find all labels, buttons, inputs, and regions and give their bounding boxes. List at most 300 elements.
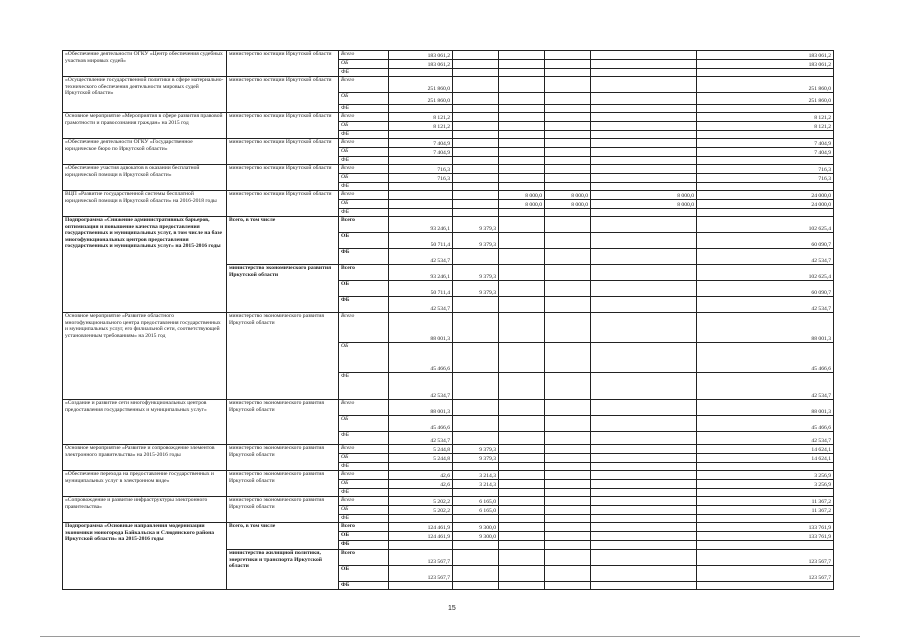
table-row: [63, 471, 834, 480]
year-value-cell: [499, 566, 545, 582]
year-value-cell: 45 466,6: [389, 343, 453, 373]
funding-source-cell: Всего: [339, 497, 389, 506]
program-name-cell: «Обеспечение участия адвокатов в оказании бесплатной юридической помощи в Иркутской области»: [63, 165, 227, 191]
year-value-cell: 8 000,0: [591, 191, 697, 200]
year-value-cell: [591, 122, 697, 131]
total-value-cell: 7 404,9: [697, 148, 834, 157]
year-value-cell: [591, 297, 697, 313]
year-value-cell: [545, 165, 591, 174]
year-value-cell: [499, 489, 545, 497]
year-value-cell: [545, 463, 591, 471]
year-value-cell: [591, 183, 697, 191]
year-value-cell: [591, 69, 697, 77]
total-value-cell: 133 761,9: [697, 523, 834, 532]
year-value-cell: [545, 550, 591, 566]
year-value-cell: [545, 209, 591, 217]
year-value-cell: 9 379,3: [453, 445, 499, 454]
year-value-cell: [545, 454, 591, 463]
executor-cell: министерство экономического развития Иркутской области: [227, 445, 339, 471]
year-value-cell: [499, 343, 545, 373]
year-value-cell: [545, 183, 591, 191]
year-value-cell: [591, 105, 697, 113]
year-value-cell: [545, 281, 591, 297]
program-name-cell: «Создание и развитие сети многофункциональных центров предоставления государственных и муниципальных услуг»: [63, 400, 227, 445]
total-value-cell: [697, 157, 834, 165]
total-value-cell: 8 121,2: [697, 122, 834, 131]
executor-cell: министерство юстиции Иркутской области: [227, 165, 339, 191]
total-value-cell: [697, 463, 834, 471]
year-value-cell: 5 244,8: [389, 454, 453, 463]
year-value-cell: [453, 515, 499, 523]
year-value-cell: [499, 157, 545, 165]
funding-source-cell: ФБ: [339, 249, 389, 265]
funding-source-cell: ФБ: [339, 463, 389, 471]
funding-source-cell: ФБ: [339, 373, 389, 400]
funding-source-cell: Всего: [339, 77, 389, 93]
year-value-cell: [453, 139, 499, 148]
year-value-cell: [389, 489, 453, 497]
program-name-cell: Основное мероприятие «Развитие и сопровождение элементов электронного правительства» на 2015-2016 годы: [63, 445, 227, 471]
total-value-cell: [697, 131, 834, 139]
year-value-cell: [591, 249, 697, 265]
program-name-cell: «Обеспечение перехода на предоставление государственных и муниципальных услуг в электронном виде»: [63, 471, 227, 497]
funding-source-cell: ФБ: [339, 183, 389, 191]
year-value-cell: [499, 497, 545, 506]
executor-cell: министерство экономического развития Иркутской области: [227, 400, 339, 445]
year-value-cell: [545, 148, 591, 157]
funding-source-cell: Всего: [339, 113, 389, 122]
year-value-cell: [591, 148, 697, 157]
total-value-cell: 88 001,3: [697, 400, 834, 416]
year-value-cell: [545, 480, 591, 489]
executor-cell: министерство экономического развития Иркутской области: [227, 265, 339, 313]
executor-cell: министерство жилищной политики, энергетики и транспорта Иркутской области: [227, 550, 339, 590]
executor-cell: министерство экономического развития Иркутской области: [227, 313, 339, 400]
total-value-cell: 251 860,0: [697, 93, 834, 105]
year-value-cell: 9 379,3: [453, 281, 499, 297]
year-value-cell: [453, 105, 499, 113]
table-row: [63, 445, 834, 454]
year-value-cell: 9 379,3: [453, 233, 499, 249]
executor-cell: министерство юстиции Иркутской области: [227, 51, 339, 77]
year-value-cell: [453, 183, 499, 191]
funding-source-cell: Всего: [339, 165, 389, 174]
year-value-cell: [499, 582, 545, 590]
year-value-cell: [389, 200, 453, 209]
program-name-cell: «Обеспечение деятельности ОГКУ «Государственное юридическое бюро по Иркутской области»: [63, 139, 227, 165]
funding-source-cell: ОБ: [339, 174, 389, 183]
year-value-cell: [591, 113, 697, 122]
total-value-cell: 11 367,2: [697, 497, 834, 506]
year-value-cell: 8 000,0: [591, 200, 697, 209]
budget-table: [62, 50, 834, 590]
year-value-cell: [453, 550, 499, 566]
funding-source-cell: ОБ: [339, 506, 389, 515]
table-row: [63, 217, 834, 233]
year-value-cell: 3 214,3: [453, 480, 499, 489]
table-row: [63, 165, 834, 174]
year-value-cell: [545, 93, 591, 105]
year-value-cell: [453, 122, 499, 131]
year-value-cell: [545, 416, 591, 432]
year-value-cell: [591, 233, 697, 249]
funding-source-cell: ФБ: [339, 157, 389, 165]
year-value-cell: [499, 281, 545, 297]
year-value-cell: [545, 157, 591, 165]
year-value-cell: [499, 209, 545, 217]
total-value-cell: [697, 489, 834, 497]
year-value-cell: [499, 139, 545, 148]
year-value-cell: [453, 400, 499, 416]
year-value-cell: [453, 416, 499, 432]
year-value-cell: [591, 566, 697, 582]
year-value-cell: [453, 69, 499, 77]
table-row: [63, 77, 834, 93]
year-value-cell: 716,3: [389, 165, 453, 174]
year-value-cell: 88 001,3: [389, 313, 453, 343]
year-value-cell: [545, 343, 591, 373]
year-value-cell: 7 404,9: [389, 148, 453, 157]
year-value-cell: [499, 233, 545, 249]
total-value-cell: 102 625,4: [697, 217, 834, 233]
year-value-cell: [499, 454, 545, 463]
year-value-cell: [591, 463, 697, 471]
year-value-cell: [591, 60, 697, 69]
year-value-cell: 123 567,7: [389, 550, 453, 566]
year-value-cell: [545, 174, 591, 183]
total-value-cell: 42 534,7: [697, 373, 834, 400]
total-value-cell: 42 534,7: [697, 432, 834, 445]
executor-cell: министерство юстиции Иркутской области: [227, 77, 339, 113]
total-value-cell: 11 367,2: [697, 506, 834, 515]
year-value-cell: [453, 489, 499, 497]
year-value-cell: [389, 157, 453, 165]
total-value-cell: 123 567,7: [697, 550, 834, 566]
year-value-cell: 7 404,9: [389, 139, 453, 148]
year-value-cell: 50 711,4: [389, 233, 453, 249]
year-value-cell: [591, 445, 697, 454]
year-value-cell: 9 300,0: [453, 523, 499, 532]
funding-source-cell: Всего: [339, 313, 389, 343]
year-value-cell: [545, 113, 591, 122]
year-value-cell: [499, 506, 545, 515]
funding-source-cell: ФБ: [339, 515, 389, 523]
year-value-cell: [591, 532, 697, 541]
total-value-cell: 60 090,7: [697, 233, 834, 249]
year-value-cell: [545, 217, 591, 233]
program-name-cell: ВЦП «Развитие государственной системы бесплатной юридической помощи в Иркутской области» на 2016-2018 годы: [63, 191, 227, 217]
funding-source-cell: ФБ: [339, 69, 389, 77]
total-value-cell: [697, 541, 834, 550]
total-value-cell: 24 000,0: [697, 200, 834, 209]
year-value-cell: 42 534,7: [389, 432, 453, 445]
year-value-cell: [591, 343, 697, 373]
year-value-cell: [453, 541, 499, 550]
year-value-cell: [499, 51, 545, 60]
year-value-cell: [591, 174, 697, 183]
year-value-cell: [591, 281, 697, 297]
funding-source-cell: ОБ: [339, 454, 389, 463]
year-value-cell: 8 000,0: [545, 191, 591, 200]
funding-source-cell: ОБ: [339, 480, 389, 489]
year-value-cell: [389, 463, 453, 471]
year-value-cell: [591, 313, 697, 343]
year-value-cell: [453, 200, 499, 209]
year-value-cell: [499, 77, 545, 93]
year-value-cell: [545, 432, 591, 445]
year-value-cell: [453, 165, 499, 174]
total-value-cell: 45 466,6: [697, 416, 834, 432]
executor-cell: министерство экономического развития Иркутской области: [227, 471, 339, 497]
year-value-cell: [591, 131, 697, 139]
year-value-cell: [389, 191, 453, 200]
year-value-cell: 8 000,0: [545, 200, 591, 209]
year-value-cell: 9 379,3: [453, 217, 499, 233]
total-value-cell: 88 001,3: [697, 313, 834, 343]
table-row: [63, 51, 834, 60]
total-value-cell: 60 090,7: [697, 281, 834, 297]
year-value-cell: [389, 105, 453, 113]
year-value-cell: 183 061,2: [389, 51, 453, 60]
year-value-cell: [545, 523, 591, 532]
year-value-cell: 8 121,2: [389, 113, 453, 122]
funding-source-cell: Всего: [339, 139, 389, 148]
program-name-cell: Основное мероприятие «Мероприятия в сфере развития правовой грамотности и правосознания граждан» на 2015 год: [63, 113, 227, 139]
year-value-cell: [453, 313, 499, 343]
year-value-cell: 123 567,7: [389, 566, 453, 582]
funding-source-cell: Всего: [339, 217, 389, 233]
year-value-cell: [591, 489, 697, 497]
year-value-cell: [591, 550, 697, 566]
year-value-cell: [389, 541, 453, 550]
year-value-cell: [499, 165, 545, 174]
year-value-cell: [545, 69, 591, 77]
program-name-cell: Подпрограмма «Основные направления модернизации экономики моногорода Байкальска и Слюдянского района Иркутской области» на 2015-2016 годы: [63, 523, 227, 590]
total-value-cell: 3 256,9: [697, 471, 834, 480]
year-value-cell: [545, 131, 591, 139]
year-value-cell: [499, 541, 545, 550]
year-value-cell: 8 000,0: [499, 200, 545, 209]
year-value-cell: [499, 174, 545, 183]
executor-cell: министерство экономического развития Иркутской области: [227, 497, 339, 523]
year-value-cell: 5 244,8: [389, 445, 453, 454]
year-value-cell: [545, 233, 591, 249]
year-value-cell: [453, 51, 499, 60]
year-value-cell: 5 202,2: [389, 497, 453, 506]
year-value-cell: 8 121,2: [389, 122, 453, 131]
year-value-cell: [499, 105, 545, 113]
year-value-cell: 8 000,0: [499, 191, 545, 200]
year-value-cell: [389, 582, 453, 590]
year-value-cell: [591, 582, 697, 590]
year-value-cell: [591, 209, 697, 217]
year-value-cell: [545, 506, 591, 515]
total-value-cell: 251 860,0: [697, 77, 834, 93]
year-value-cell: [545, 582, 591, 590]
total-value-cell: 24 000,0: [697, 191, 834, 200]
executor-cell: министерство юстиции Иркутской области: [227, 113, 339, 139]
funding-source-cell: ФБ: [339, 541, 389, 550]
year-value-cell: [499, 416, 545, 432]
year-value-cell: [389, 209, 453, 217]
year-value-cell: [453, 113, 499, 122]
year-value-cell: [499, 480, 545, 489]
total-value-cell: 14 624,1: [697, 454, 834, 463]
funding-source-cell: Всего: [339, 523, 389, 532]
year-value-cell: [591, 432, 697, 445]
year-value-cell: [545, 105, 591, 113]
funding-source-cell: ФБ: [339, 209, 389, 217]
year-value-cell: [591, 139, 697, 148]
funding-source-cell: ФБ: [339, 297, 389, 313]
table-row: [63, 113, 834, 122]
year-value-cell: [499, 373, 545, 400]
year-value-cell: [545, 489, 591, 497]
funding-source-cell: ОБ: [339, 281, 389, 297]
year-value-cell: [591, 373, 697, 400]
table-row: [63, 400, 834, 416]
total-value-cell: 123 567,7: [697, 566, 834, 582]
year-value-cell: [499, 131, 545, 139]
total-value-cell: 716,3: [697, 174, 834, 183]
year-value-cell: [499, 297, 545, 313]
table-row: [63, 497, 834, 506]
year-value-cell: [591, 523, 697, 532]
year-value-cell: 251 860,0: [389, 93, 453, 105]
year-value-cell: [591, 217, 697, 233]
year-value-cell: [453, 77, 499, 93]
year-value-cell: [499, 532, 545, 541]
year-value-cell: [499, 93, 545, 105]
year-value-cell: 6 165,0: [453, 497, 499, 506]
year-value-cell: [591, 454, 697, 463]
year-value-cell: [453, 249, 499, 265]
year-value-cell: 716,3: [389, 174, 453, 183]
executor-cell: Всего, в том числе: [227, 217, 339, 265]
year-value-cell: [545, 297, 591, 313]
year-value-cell: 183 061,2: [389, 60, 453, 69]
page-number: 15: [448, 605, 456, 612]
table-row: [63, 139, 834, 148]
executor-cell: министерство юстиции Иркутской области: [227, 139, 339, 165]
year-value-cell: [545, 373, 591, 400]
funding-source-cell: ОБ: [339, 148, 389, 157]
year-value-cell: [453, 566, 499, 582]
year-value-cell: 42 534,7: [389, 373, 453, 400]
total-value-cell: 716,3: [697, 165, 834, 174]
year-value-cell: [499, 249, 545, 265]
year-value-cell: [499, 471, 545, 480]
funding-source-cell: Всего: [339, 445, 389, 454]
year-value-cell: [453, 131, 499, 139]
year-value-cell: 50 711,4: [389, 281, 453, 297]
year-value-cell: 88 001,3: [389, 400, 453, 416]
year-value-cell: [453, 297, 499, 313]
year-value-cell: [591, 265, 697, 281]
table-row: [63, 523, 834, 532]
funding-source-cell: ФБ: [339, 105, 389, 113]
total-value-cell: [697, 105, 834, 113]
year-value-cell: [545, 249, 591, 265]
year-value-cell: 9 379,3: [453, 265, 499, 281]
year-value-cell: [499, 445, 545, 454]
year-value-cell: [453, 174, 499, 183]
year-value-cell: 42 534,7: [389, 249, 453, 265]
year-value-cell: [591, 77, 697, 93]
total-value-cell: [697, 209, 834, 217]
total-value-cell: 183 061,2: [697, 60, 834, 69]
year-value-cell: [591, 506, 697, 515]
total-value-cell: 8 121,2: [697, 113, 834, 122]
year-value-cell: [591, 515, 697, 523]
executor-cell: Всего, в том числе: [227, 523, 339, 550]
year-value-cell: [591, 51, 697, 60]
year-value-cell: [499, 515, 545, 523]
year-value-cell: [545, 122, 591, 131]
year-value-cell: [389, 515, 453, 523]
funding-source-cell: ОБ: [339, 60, 389, 69]
program-name-cell: «Обеспечение деятельности ОГКУ «Центр обеспечения судебных участков мировых судей»: [63, 51, 227, 77]
year-value-cell: 45 466,6: [389, 416, 453, 432]
year-value-cell: [453, 343, 499, 373]
year-value-cell: [499, 400, 545, 416]
year-value-cell: [389, 69, 453, 77]
year-value-cell: [545, 265, 591, 281]
year-value-cell: 124 461,9: [389, 532, 453, 541]
funding-source-cell: ФБ: [339, 432, 389, 445]
total-value-cell: 14 624,1: [697, 445, 834, 454]
total-value-cell: [697, 183, 834, 191]
year-value-cell: [545, 51, 591, 60]
year-value-cell: [499, 313, 545, 343]
total-value-cell: 133 761,9: [697, 532, 834, 541]
total-value-cell: 7 404,9: [697, 139, 834, 148]
year-value-cell: [545, 60, 591, 69]
year-value-cell: [545, 445, 591, 454]
funding-source-cell: ОБ: [339, 416, 389, 432]
year-value-cell: [591, 497, 697, 506]
year-value-cell: [591, 480, 697, 489]
program-name-cell: Основное мероприятие «Развитие областного многофункционального центра предоставления государственных и муниципальных услуг, его филиальной сети, соответствующей установленным требованиям» на 2015 год: [63, 313, 227, 400]
year-value-cell: 5 202,2: [389, 506, 453, 515]
funding-source-cell: Всего: [339, 400, 389, 416]
program-name-cell: «Сопровождение и развитие инфраструктуры электронного правительства»: [63, 497, 227, 523]
year-value-cell: [453, 582, 499, 590]
funding-source-cell: ОБ: [339, 566, 389, 582]
year-value-cell: [499, 183, 545, 191]
year-value-cell: [591, 416, 697, 432]
year-value-cell: [453, 157, 499, 165]
year-value-cell: [545, 471, 591, 480]
total-value-cell: 102 625,4: [697, 265, 834, 281]
total-value-cell: [697, 69, 834, 77]
total-value-cell: 45 466,6: [697, 343, 834, 373]
year-value-cell: 9 300,0: [453, 532, 499, 541]
year-value-cell: [499, 217, 545, 233]
year-value-cell: [591, 400, 697, 416]
funding-source-cell: ОБ: [339, 343, 389, 373]
year-value-cell: 42,6: [389, 480, 453, 489]
year-value-cell: [591, 165, 697, 174]
funding-source-cell: ОБ: [339, 93, 389, 105]
total-value-cell: [697, 515, 834, 523]
year-value-cell: [453, 60, 499, 69]
program-name-cell: Подпрограмма «Снижение административных барьеров, оптимизация и повышение качества предоставления государственных и муниципальных услуг, в том числе на базе многофункциональных центров предоставления государственных и муниципальных услуг» на 2015-2016 годы: [63, 217, 227, 313]
year-value-cell: 6 165,0: [453, 506, 499, 515]
year-value-cell: [499, 432, 545, 445]
funding-source-cell: Всего: [339, 51, 389, 60]
year-value-cell: [545, 532, 591, 541]
